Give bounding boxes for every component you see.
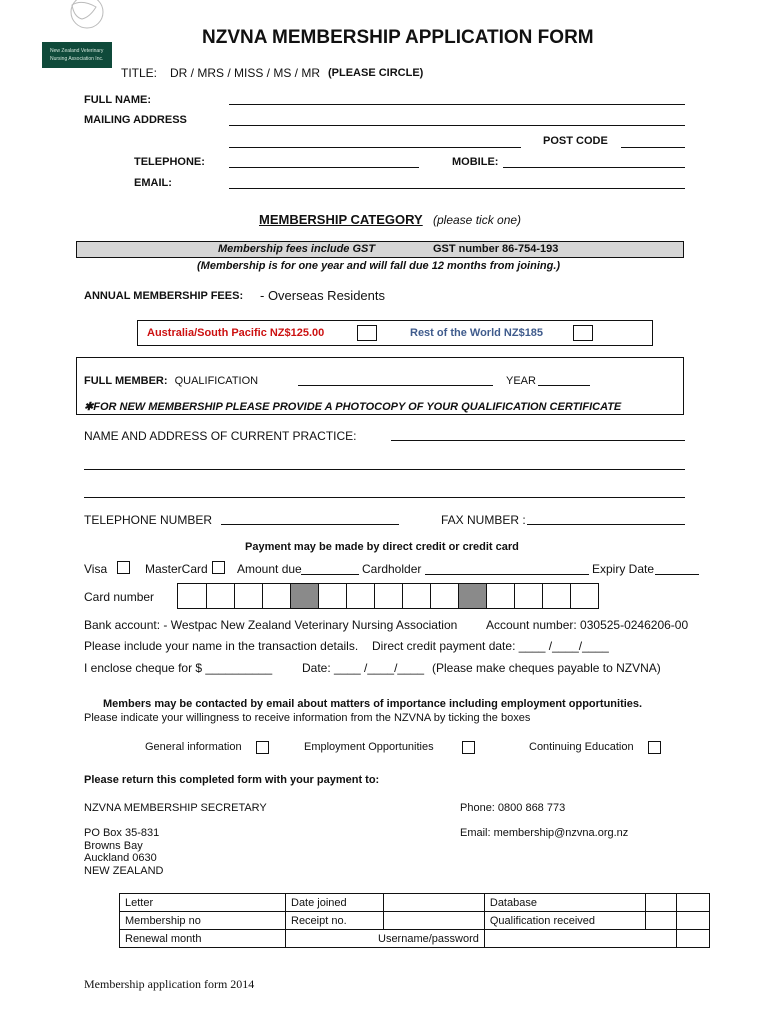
cheque-note: (Please make cheques payable to NZVNA) <box>432 661 661 675</box>
qualification-field[interactable] <box>298 385 493 386</box>
card-digit-cell[interactable] <box>178 584 206 608</box>
full-name-label: FULL NAME: <box>84 94 152 106</box>
office-blank <box>676 912 709 930</box>
education-checkbox[interactable] <box>648 741 661 754</box>
office-blank <box>383 894 484 912</box>
payment-heading: Payment may be made by direct credit or credit card <box>245 541 519 553</box>
mastercard-checkbox[interactable] <box>212 561 225 574</box>
mobile-label: MOBILE: <box>452 156 499 168</box>
card-digit-cell[interactable] <box>486 584 514 608</box>
email-field[interactable] <box>229 188 685 189</box>
nzvna-logo <box>42 0 112 68</box>
practice-fax-field[interactable] <box>527 524 685 525</box>
office-membership-no: Membership no <box>120 912 286 930</box>
card-number-label: Card number <box>84 590 155 604</box>
footer: Membership application form 2014 <box>84 977 255 991</box>
qualification-label: QUALIFICATION <box>174 375 259 387</box>
cheque-date[interactable]: Date: ____ /____/____ <box>302 661 425 675</box>
table-row <box>120 894 710 912</box>
page-title: NZVNA MEMBERSHIP APPLICATION FORM <box>202 27 594 48</box>
logo-emblem <box>42 0 112 42</box>
return-phone: Phone: 0800 868 773 <box>460 802 566 814</box>
mailing-address-field-2[interactable] <box>229 147 521 148</box>
kiwi-emblem-icon <box>42 0 112 42</box>
office-blank <box>484 930 676 948</box>
practice-field-1[interactable] <box>391 440 685 441</box>
gst-note: Membership fees include GST <box>218 243 376 255</box>
practice-field-3[interactable] <box>84 497 685 498</box>
amount-due-label: Amount due <box>237 562 302 576</box>
account-number: Account number: 030525-0246206-00 <box>486 618 689 632</box>
practice-field-2[interactable] <box>84 469 685 470</box>
rate-australia: Australia/South Pacific NZ$125.00 <box>147 327 325 339</box>
membership-category-heading: MEMBERSHIP CATEGORY <box>259 212 423 227</box>
qualification-notice-text: FOR NEW MEMBERSHIP PLEASE PROVIDE A PHOTOCOPY OF YOUR QUALIFICATION CERTIFICATE <box>93 401 622 413</box>
office-username-password: Username/password <box>286 930 485 948</box>
mastercard-label: MasterCard <box>145 562 208 576</box>
general-info-label: General information <box>145 741 242 753</box>
annual-fees-label: ANNUAL MEMBERSHIP FEES: <box>84 290 244 302</box>
card-digit-cell[interactable] <box>206 584 234 608</box>
office-qualification-received: Qualification received <box>484 912 645 930</box>
address-line: PO Box 35-831 <box>84 827 160 839</box>
mailing-address-label: MAILING ADDRESS <box>84 114 187 126</box>
table-row <box>120 930 710 948</box>
card-digit-cell[interactable] <box>346 584 374 608</box>
office-blank <box>676 894 709 912</box>
return-address <box>84 827 163 877</box>
amount-due-field[interactable] <box>301 574 359 575</box>
education-label: Continuing Education <box>529 741 634 753</box>
expiry-date-field[interactable] <box>655 574 699 575</box>
card-separator-cell <box>458 584 486 608</box>
office-renewal-month: Renewal month <box>120 930 286 948</box>
email-label: EMAIL: <box>134 177 172 189</box>
telephone-field[interactable] <box>229 167 419 168</box>
office-use-table <box>119 893 710 948</box>
office-database: Database <box>484 894 645 912</box>
visa-label: Visa <box>84 562 108 576</box>
membership-category-note: (please tick one) <box>433 213 522 227</box>
office-letter: Letter <box>120 894 286 912</box>
card-digit-cell[interactable] <box>234 584 262 608</box>
telephone-label-text: TELEPHONE: <box>134 156 205 168</box>
practice-telephone-label: TELEPHONE NUMBER <box>84 513 213 527</box>
practice-telephone-field[interactable] <box>221 524 399 525</box>
employment-label: Employment Opportunities <box>304 741 434 753</box>
asterisk-icon: ✱ <box>84 401 94 413</box>
contact-heading: Members may be contacted by email about matters of importance including employment opportunities. <box>103 698 643 710</box>
telephone-label <box>134 156 205 168</box>
contact-instruction: Please indicate your willingness to receive information from the NZVNA by ticking the boxes <box>84 712 531 724</box>
employment-checkbox[interactable] <box>462 741 475 754</box>
title-options[interactable]: DR / MRS / MISS / MS / MR <box>170 66 321 80</box>
full-member-label: FULL MEMBER: <box>84 375 168 387</box>
expiry-date-label: Expiry Date <box>592 562 655 576</box>
card-digit-cell[interactable] <box>374 584 402 608</box>
full-member-row <box>84 375 258 387</box>
return-email: Email: membership@nzvna.org.nz <box>460 827 629 839</box>
year-label: YEAR <box>506 375 536 387</box>
card-number-field[interactable] <box>177 583 599 609</box>
card-digit-cell[interactable] <box>402 584 430 608</box>
mailing-address-field-1[interactable] <box>229 125 685 126</box>
secretary-label: NZVNA MEMBERSHIP SECRETARY <box>84 802 267 814</box>
office-blank <box>383 912 484 930</box>
cardholder-label: Cardholder <box>362 562 422 576</box>
general-info-checkbox[interactable] <box>256 741 269 754</box>
logo-line-2: Nursing Association Inc. <box>50 56 104 62</box>
cardholder-field[interactable] <box>425 574 589 575</box>
post-code-label: POST CODE <box>543 135 608 147</box>
annual-fees-value: - Overseas Residents <box>260 288 385 303</box>
membership-term-note: (Membership is for one year and will fall due 12 months from joining.) <box>197 260 561 272</box>
card-digit-cell[interactable] <box>570 584 598 608</box>
card-digit-cell[interactable] <box>514 584 542 608</box>
office-date-joined: Date joined <box>286 894 384 912</box>
address-line: NEW ZEALAND <box>84 864 164 877</box>
rate-rest-of-world: Rest of the World NZ$185 <box>410 327 544 339</box>
office-database-tick[interactable] <box>645 894 676 912</box>
title-note: (PLEASE CIRCLE) <box>328 67 424 79</box>
fees-box <box>76 241 684 258</box>
practice-fax-label: FAX NUMBER : <box>441 513 526 527</box>
card-digit-cell[interactable] <box>318 584 346 608</box>
full-name-field[interactable] <box>229 104 685 105</box>
card-separator-cell <box>290 584 318 608</box>
table-row <box>120 912 710 930</box>
office-receipt-no: Receipt no. <box>286 912 384 930</box>
return-heading: Please return this completed form with your payment to: <box>84 774 380 786</box>
cheque-amount[interactable]: I enclose cheque for $ __________ <box>84 661 273 675</box>
rate-rest-of-world-checkbox[interactable] <box>573 325 593 341</box>
card-digit-cell[interactable] <box>542 584 570 608</box>
qualification-notice <box>84 400 621 413</box>
post-code-field[interactable] <box>621 147 685 148</box>
address-line: Auckland 0630 <box>84 852 157 864</box>
gst-number: GST number 86-754-193 <box>433 243 559 255</box>
bank-account: Bank account: - Westpac New Zealand Veterinary Nursing Association <box>84 618 458 632</box>
include-name-note: Please include your name in the transaction details. <box>84 639 359 653</box>
practice-label: NAME AND ADDRESS OF CURRENT PRACTICE: <box>84 429 357 443</box>
card-digit-cell[interactable] <box>262 584 290 608</box>
title-label: TITLE: <box>121 66 158 80</box>
card-digit-cell[interactable] <box>430 584 458 608</box>
logo-line-1: New Zealand Veterinary <box>50 48 104 54</box>
mobile-field[interactable] <box>503 167 685 168</box>
visa-checkbox[interactable] <box>117 561 130 574</box>
office-qualification-tick[interactable] <box>645 912 676 930</box>
rate-australia-checkbox[interactable] <box>357 325 377 341</box>
address-line: Browns Bay <box>84 839 143 852</box>
direct-credit-date[interactable]: Direct credit payment date: ____ /____/____ <box>372 639 609 653</box>
office-blank <box>676 930 709 948</box>
year-field[interactable] <box>538 385 590 386</box>
